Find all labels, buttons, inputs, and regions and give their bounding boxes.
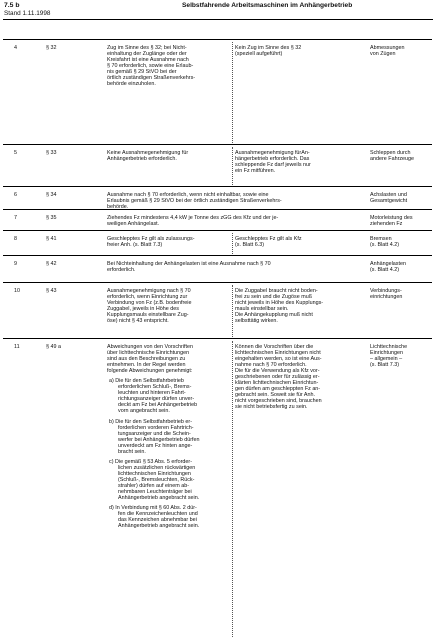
cell-text: Schleppen durch andere Fahrzeuge [370,150,415,163]
row-number: 5 [14,150,17,156]
cell-text: Verbindungs- einrichtungen [370,288,403,301]
towed-text [235,236,357,248]
cell-text: Keine Ausnahmegenehmigung für Anhängerbetrieb erforderlich. [107,150,189,163]
list-item: a) Die für den Selbstfahrbetrieb erforderlichen Schluß-, Brems- leuchten und hinteren Fahrt- richtungsanzeiger dürfen unver- deckt am Fz bei Anhängerbetrieb vorn angebracht sein. [109,378,198,415]
table-row [3,209,432,231]
paragraph-ref: § 41 [46,236,57,242]
combined-text [107,192,359,210]
table-row [3,186,432,210]
column-divider [232,285,233,337]
page-number: 7.5 b [4,2,20,9]
self-propelled-text [107,288,229,324]
towed-text [235,344,357,411]
table-row [3,230,432,256]
topic-text [370,288,430,300]
cell-text: Bremsen (s. Blatt 4.2) [370,236,400,249]
cell-text: Kein Zug im Sinne des § 32 (speziell aufgeführt) [235,45,302,58]
header-rule [3,19,433,20]
topic-text [370,344,430,368]
topic-text [370,261,430,273]
column-divider [232,341,233,637]
cell-text: Abmessungen von Zügen [370,45,405,58]
paragraph-ref: § 35 [46,215,57,221]
cell-text: Bei Nichteinhaltung der Anhängelasten ist eine Ausnahme nach § 70 erforderlich. [107,261,271,274]
table-row [3,144,432,187]
paragraph-ref: § 43 [46,288,57,294]
table-row [3,282,432,339]
towed-text [235,45,357,57]
cell-text: Können die Vorschriften über die lichttechnischen Einrichtungen nicht eingehalten werden, so ist eine Aus- nahme nach § 70 erforderlich. Die für die Verwendung als Kfz vor- geschriebenen oder für zulässig er- klärten lichttechnischen Einrichtun- gen dürfen am geschleppten Fz an- gebracht sein. Soweit sie für Anh. nicht vorgeschrieben sind, brauchen sie nicht betriebsfertig zu sein. [235,344,322,411]
cell-text: Lichttechnische Einrichtungen – allgemein – (s. Blatt 7.3) [370,344,408,369]
combined-text [107,261,359,273]
list-item: c) Die gemäß § 53 Abs. 5 erforder- lichen zusätzlichen rückwärtigen lichttechnischen Einrichtungen (Schluß-, Bremsleuchten, Rück- strahler) dürfen auf einem ab- nehmbaren Leuchtenträger bei Anhängerbetrieb angebracht sein. [109,458,200,502]
row-number: 10 [14,288,20,294]
paragraph-ref: § 49 a [46,344,61,350]
cell-text: Ausnahmegenehmigung fürAn- hängerbetrieb erforderlich. Das schleppende Fz darf jeweils nur ein Fz mitführen. [235,150,311,175]
cell-text: Anhängelasten (s. Blatt 4.2) [370,261,406,274]
cell-text: Geschlepptes Fz gilt als zulassungs- freier Anh. (s. Blatt 7.3) [107,236,195,249]
table-row [3,338,432,639]
cell-text: Zug im Sinne des § 32; bei Nicht- einhaltung der Zuglänge oder der Kreisfahrt ist eine Ausnahme nach § 70 erforderlich, sowie eine Erlaub- nis gemäß § 29 StVO bei der örtlich zuständigen Straßenverkehrs- behörde einzuholen. [107,45,196,88]
cell-text: Geschlepptes Fz gilt als Kfz (s. Blatt 6.3) [235,236,302,249]
row-number: 11 [14,344,20,350]
cell-text: Achslasten und Gesamtgewicht [370,192,408,205]
cell-text: Motorleistung des ziehenden Fz [370,215,413,228]
topic-text [370,192,430,204]
column-divider [232,42,233,143]
list-item: d) In Verbindung mit § 60 Abs. 2 dür- fen die Kennzeichenleuchten und das Kennzeichen abnehmbar bei Anhängerbetrieb angebracht sein. [109,505,200,530]
row-number: 9 [14,261,17,267]
table-row [3,255,432,283]
row-number: 7 [14,215,17,221]
self-propelled-text [107,344,229,529]
topic-text [370,150,430,162]
table-row [3,39,432,145]
list-item: b) Die für den Selbstfahrbetrieb er- forderlichen vorderen Fahrtrich- tungsanzeiger und die Schein- werfer bei Anhängerbetrieb dürfen unverdeckt am Fz hinten ange- bracht sein. [109,418,200,455]
cell-text: Ausnahme nach § 70 erforderlich, wenn nicht einhaltbar, sowie eine Erlaubnis gemäß § 29 StVO bei der örtlich zuständigen Straßenverkehrs- behörde. [107,192,282,211]
cell-text: Ausnahmegenehmigung nach § 70 erforderlich, wenn Einrichtung zur Verbindung von Fz (z.B. bodenfreie Zuggabel, jeweils in Höhe des Kupplungsmauls einstellbare Zug- öse) nicht § 43 entspricht. [107,288,192,325]
column-divider [232,233,233,254]
cell-text: Ziehendes Fz mindestens 4,4 kW je Tonne des zGG des Kfz und der je- weiligen Anhängelast. [107,215,279,228]
paragraph-ref: § 33 [46,150,57,156]
paragraph-ref: § 34 [46,192,57,198]
column-divider [232,147,233,185]
stand-date: Stand 1.11.1998 [4,10,51,17]
page-header [4,2,432,24]
row-number: 4 [14,45,17,51]
topic-text [370,236,430,248]
cell-text: Die Zuggabel braucht nicht boden- frei zu sein und die Zugöse muß nicht jeweils in Höhe des Kupplungs- mauls einstellbar sein. Die Anhängekupplung muß nicht selbsttätig wirken. [235,288,324,325]
topic-text [370,45,430,57]
self-propelled-text [107,236,229,248]
combined-text [107,215,359,227]
page-title: Selbstfahrende Arbeitsmaschinen im Anhängerbetrieb [182,2,353,9]
row-number: 8 [14,236,17,242]
self-propelled-text [107,150,229,162]
paragraph-ref: § 32 [46,45,57,51]
towed-text [235,288,357,324]
paragraph-ref: § 42 [46,261,57,267]
self-propelled-text [107,45,229,87]
cell-text: Abweichungen von den Vorschriften über lichttechnische Einrichtungen sind aus den Beschreibungen zu entnehmen. In der Regel werden folgende Abweichungen genehmigt: [107,344,194,375]
topic-text [370,215,430,227]
towed-text [235,150,357,174]
row-number: 6 [14,192,17,198]
